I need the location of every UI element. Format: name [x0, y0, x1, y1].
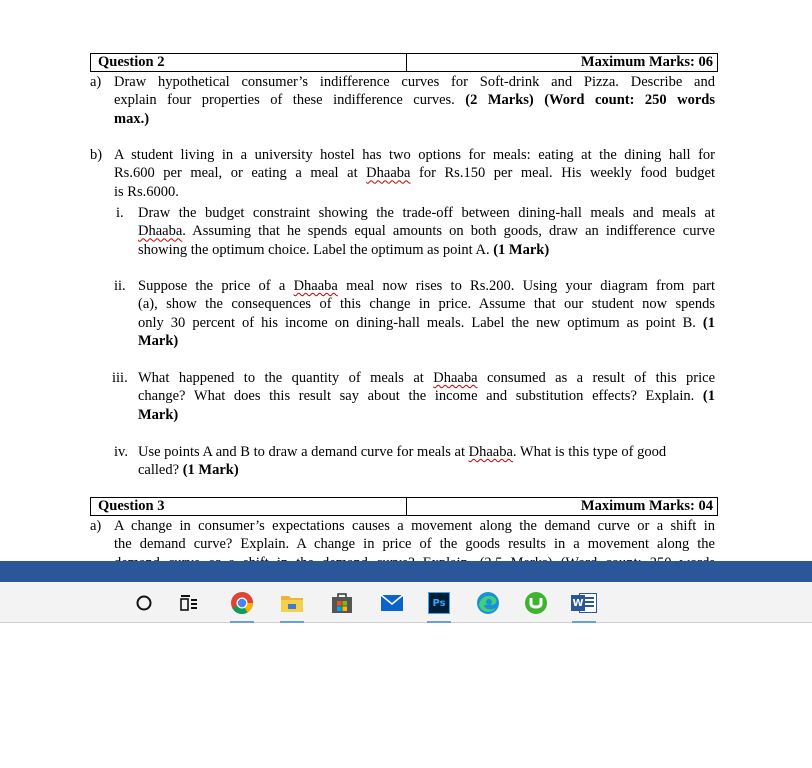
question-3-max-marks: Maximum Marks: 04 — [580, 498, 713, 514]
utorrent-icon[interactable] — [522, 589, 550, 617]
q2a-marks: (2 Marks) (Word count: 250 words — [465, 92, 715, 109]
item-label: iv. — [114, 444, 128, 460]
q2bii-line1 — [138, 277, 715, 295]
q2bii-line3 — [138, 314, 715, 332]
question-2-max-marks: Maximum Marks: 06 — [580, 54, 713, 70]
dhaaba-word: Dhaaba — [366, 165, 411, 182]
edge-icon[interactable] — [474, 589, 502, 617]
q2biii-line2 — [138, 387, 715, 405]
q2biv-line1-pre: Use points A and B to draw a demand curve for meals at — [138, 444, 465, 460]
chrome-icon[interactable] — [228, 589, 256, 617]
question-2b-i — [114, 204, 715, 259]
start-icon[interactable] — [130, 589, 158, 617]
question-2-title: Question 2 — [91, 54, 407, 71]
question-2a — [90, 73, 715, 128]
q3a-line1: A change in consumer’s expectations causes a movement along the demand curve or a shift in — [114, 518, 715, 534]
question-2b-ii — [114, 277, 715, 351]
q2a-line2-text: explain four properties of these indifference curves. — [114, 92, 455, 109]
q2b-line2 — [114, 164, 715, 182]
active-indicator — [572, 621, 596, 623]
photoshop-icon[interactable] — [425, 589, 453, 617]
q2bi-line3 — [138, 241, 715, 259]
item-label: b) — [90, 147, 103, 163]
question-3-header — [90, 497, 718, 516]
active-indicator — [230, 621, 254, 623]
q2biii-line3: Mark) — [138, 406, 179, 423]
q2biii-line1-pre: What happened to the quantity of meals at — [138, 370, 424, 386]
q2bi-line2 — [138, 222, 715, 240]
mail-icon[interactable] — [378, 589, 406, 617]
active-indicator — [427, 621, 451, 623]
item-label: iii. — [112, 370, 128, 386]
microsoft-store-icon[interactable] — [328, 589, 356, 617]
word-icon[interactable] — [570, 589, 598, 617]
taskbar — [0, 582, 812, 623]
q2bi-line2-post: . Assuming that he spends equal amounts on both goods, draw an indifference curve — [182, 223, 715, 240]
photoshop-label: Ps — [428, 592, 450, 614]
q3a-line2: the demand curve? Explain. A change in price of the goods results in a movement along the — [114, 536, 715, 553]
q2bii-line4: Mark) — [138, 333, 179, 350]
q2bii-line1-post: meal now rises to Rs.200. Using your diagram from part — [346, 278, 716, 294]
question-3-title: Question 3 — [91, 498, 407, 515]
item-label: i. — [116, 205, 124, 221]
q2bii-line1-pre: Suppose the price of a — [138, 278, 286, 294]
question-2b-iv — [114, 443, 715, 480]
dhaaba-word: Dhaaba — [138, 223, 183, 240]
q2biii-marks: (1 — [702, 388, 715, 405]
file-explorer-icon[interactable] — [278, 589, 306, 617]
q2biii-line1 — [138, 369, 715, 387]
q2a-line3: max.) — [114, 110, 150, 127]
item-label: ii. — [114, 278, 126, 294]
q2bi-line3-text: showing the optimum choice. Label the optimum as point A. — [138, 241, 490, 258]
active-indicator — [280, 621, 304, 623]
question-2b-iii — [114, 369, 715, 424]
item-label: a) — [90, 74, 102, 90]
q2bii-marks: (1 — [702, 314, 716, 331]
item-label: a) — [90, 518, 102, 534]
q2biv-line1 — [138, 443, 715, 461]
q2biii-line2-text: change? What does this result say about the income and substitution effects? Explain. — [138, 388, 695, 405]
q2bii-line3-text: only 30 percent of his income on dining-hall meals. Label the new optimum as point B. — [138, 314, 696, 331]
q2b-line2-pre: Rs.600 per meal, or eating a meal at — [114, 165, 358, 182]
word-label: W — [571, 595, 585, 611]
q2biv-line2 — [138, 461, 715, 479]
q2biv-line2-text: called? — [138, 462, 180, 479]
q2biv-marks: (1 Mark) — [182, 462, 239, 479]
dhaaba-word: Dhaaba — [468, 444, 513, 460]
dhaaba-word: Dhaaba — [293, 278, 338, 294]
question-2-header — [90, 53, 718, 72]
dhaaba-word: Dhaaba — [433, 370, 478, 386]
q2bi-line1: Draw the budget constraint showing the trade-off between dining-hall meals and meals at — [138, 205, 715, 221]
q2bi-marks: (1 Mark) — [493, 241, 550, 258]
word-status-bar — [0, 561, 812, 582]
task-view-icon[interactable] — [175, 589, 203, 617]
question-2b — [90, 146, 715, 201]
q2a-line2 — [114, 91, 715, 109]
q2bii-line2: (a), show the consequences of this change in price. Assume that our student now spends — [138, 296, 715, 313]
q2biv-line1-post: . What is this type of good — [512, 444, 667, 460]
q2biii-line1-post: consumed as a result of this price — [486, 370, 716, 386]
q2b-line2-post: for Rs.150 per meal. His weekly food budget — [419, 165, 716, 182]
q2b-line3: is Rs.6000. — [114, 183, 179, 200]
q2b-line1: A student living in a university hostel has two options for meals: eating at the dining hall for — [114, 147, 715, 163]
q2a-line1: Draw hypothetical consumer’s indifference curves for Soft-drink and Pizza. Describe and — [114, 74, 715, 90]
